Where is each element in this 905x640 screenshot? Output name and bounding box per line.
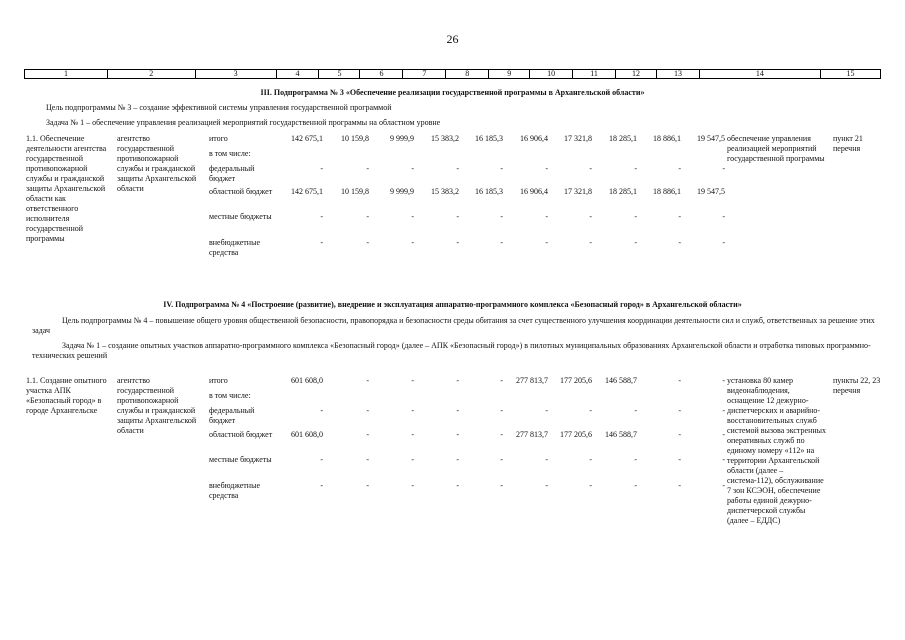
column-number-cell: 13 [656, 70, 699, 78]
funding-value-cell: - [366, 455, 369, 464]
funding-value-cell: - [456, 406, 459, 415]
funding-value-cell: - [456, 455, 459, 464]
funding-value-cell: - [456, 238, 459, 247]
funding-value-cell: 18 285,1 [609, 187, 637, 196]
funding-value-cell: - [456, 481, 459, 490]
funding-value-cell: - [411, 406, 414, 415]
funding-value-cell: - [589, 212, 592, 221]
funding-value-cell: - [589, 455, 592, 464]
funding-value-cell: - [589, 238, 592, 247]
funding-value-cell: 19 547,5 [697, 134, 725, 143]
funding-value-cell: - [545, 212, 548, 221]
funding-row-label: итого [209, 376, 228, 385]
funding-value-cell: - [634, 212, 637, 221]
funding-value-cell: - [722, 455, 725, 464]
column-number-cell: 7 [402, 70, 445, 78]
funding-value-cell: - [366, 212, 369, 221]
section4-task: Задача № 1 – создание опытных участков аппаратно-программного комплекса «Безопасный город» (далее – АПК «Безопасный город») в пилотных муниципальных образованиях Архангельской области и отработка типовых программно-технических решений [32, 341, 871, 360]
funding-value-cell: 601 608,0 [291, 376, 323, 385]
funding-value-cell: - [320, 406, 323, 415]
section3-executor: агентство государственной противопожарной службы и гражданской защиты Архангельской области [117, 134, 197, 193]
funding-value-cell: - [500, 238, 503, 247]
column-number-cell: 5 [318, 70, 359, 78]
section4-item: 1.1. Создание опытного участка АПК «Безопасный город» в городе Архангельске [26, 376, 107, 415]
funding-value-cell: - [500, 212, 503, 221]
funding-value-cell: 142 675,1 [291, 187, 323, 196]
funding-value-cell: - [589, 164, 592, 173]
funding-value-cell: - [411, 238, 414, 247]
funding-row-label: в том числе: [209, 149, 251, 158]
funding-value-cell: - [722, 406, 725, 415]
funding-value-cell: 19 547,5 [697, 187, 725, 196]
funding-row-label: итого [209, 134, 228, 143]
funding-row-label: внебюджетные средства [209, 481, 260, 500]
funding-value-cell: - [320, 164, 323, 173]
funding-value-cell: - [456, 164, 459, 173]
funding-value-cell: 9 999,9 [390, 187, 414, 196]
funding-value-cell: 177 205,6 [560, 376, 592, 385]
funding-row-label: федеральный бюджет [209, 164, 255, 183]
funding-row-label: областной бюджет [209, 187, 273, 196]
column-number-cell: 15 [820, 70, 880, 78]
funding-value-cell: - [678, 406, 681, 415]
funding-value-cell: - [500, 164, 503, 173]
funding-value-cell: 277 813,7 [516, 430, 548, 439]
funding-value-cell: - [722, 481, 725, 490]
column-number-cell: 2 [107, 70, 195, 78]
funding-value-cell: - [545, 455, 548, 464]
funding-value-cell: - [366, 164, 369, 173]
section3-reference: пункт 21 перечня [833, 134, 863, 153]
funding-value-cell: 15 383,2 [431, 187, 459, 196]
funding-value-cell: - [320, 238, 323, 247]
funding-value-cell: - [634, 481, 637, 490]
funding-value-cell: - [320, 212, 323, 221]
funding-value-cell: 17 321,8 [564, 187, 592, 196]
funding-value-cell: - [678, 212, 681, 221]
funding-value-cell: 16 185,3 [475, 187, 503, 196]
funding-value-cell: - [411, 455, 414, 464]
section4-goal: Цель подпрограммы № 4 – повышение общего уровня общественной безопасности, правопорядка и безопасности среды обитания за счет существенного улучшения координации деятельности сил и служб, ответственных за решение этих задач [32, 316, 875, 335]
section3-goal: Цель подпрограммы № 3 – создание эффективной системы управления государственной программой [46, 103, 392, 112]
funding-value-cell: 146 588,7 [605, 430, 637, 439]
column-number-cell: 3 [195, 70, 276, 78]
funding-value-cell: - [634, 455, 637, 464]
section3-item: 1.1. Обеспечение деятельности агентства государственной противопожарной службы и гражданской защиты Архангельской области как ответственного исполнителя государственной программы [26, 134, 107, 243]
funding-value-cell: - [366, 376, 369, 385]
section3-heading: III. Подпрограмма № 3 «Обеспечение реализации государственной программы в Архангельской области» [260, 88, 645, 97]
funding-value-cell: - [320, 455, 323, 464]
funding-value-cell: - [722, 164, 725, 173]
funding-value-cell: - [722, 376, 725, 385]
funding-value-cell: - [678, 164, 681, 173]
funding-value-cell: 17 321,8 [564, 134, 592, 143]
funding-value-cell: - [722, 212, 725, 221]
funding-value-cell: - [678, 430, 681, 439]
funding-value-cell: - [500, 455, 503, 464]
section4-heading: IV. Подпрограмма № 4 «Построение (развитие), внедрение и эксплуатация аппаратно-программного комплекса «Безопасный город» в Архангельской области» [163, 300, 742, 309]
section3-result: обеспечение управления реализацией мероприятий государственной программы [727, 134, 825, 163]
column-number-cell: 6 [359, 70, 402, 78]
funding-value-cell: - [366, 238, 369, 247]
funding-value-cell: - [500, 406, 503, 415]
funding-row-label: местные бюджеты [209, 455, 272, 464]
funding-row-label: внебюджетные средства [209, 238, 260, 257]
funding-value-cell: - [545, 238, 548, 247]
funding-value-cell: - [411, 481, 414, 490]
funding-row-label: областной бюджет [209, 430, 273, 439]
funding-value-cell: - [411, 164, 414, 173]
funding-value-cell: - [320, 481, 323, 490]
funding-value-cell: - [545, 406, 548, 415]
funding-value-cell: - [678, 238, 681, 247]
funding-value-cell: 10 159,8 [341, 187, 369, 196]
funding-value-cell: 18 886,1 [653, 187, 681, 196]
funding-value-cell: - [500, 481, 503, 490]
funding-value-cell: 16 906,4 [520, 187, 548, 196]
column-number-cell: 8 [445, 70, 488, 78]
column-number-cell: 10 [529, 70, 572, 78]
column-number-cell: 12 [615, 70, 656, 78]
funding-value-cell: - [634, 238, 637, 247]
page-number: 26 [446, 32, 459, 46]
funding-value-cell: 18 886,1 [653, 134, 681, 143]
section4-reference: пункты 22, 23 перечня [833, 376, 881, 395]
funding-value-cell: - [366, 481, 369, 490]
funding-value-cell: 177 205,6 [560, 430, 592, 439]
column-number-header [24, 69, 881, 79]
funding-value-cell: - [634, 406, 637, 415]
funding-value-cell: - [411, 430, 414, 439]
funding-row-label: федеральный бюджет [209, 406, 255, 425]
funding-value-cell: - [366, 406, 369, 415]
section4-result: установка 80 камер видеонаблюдения, оснащение 12 дежурно-диспетчерских и аварийно-восстановительных служб системой вызова экстренных оперативных служб по единому номеру «112» на территории Архангельской области (далее – система-112), обслуживание 7 зон КСЭОН, обеспечение работы единой дежурно-диспетчерской службы (далее – ЕДДС) [727, 376, 827, 525]
funding-value-cell: - [500, 430, 503, 439]
funding-value-cell: - [722, 238, 725, 247]
funding-value-cell: 9 999,9 [390, 134, 414, 143]
funding-value-cell: 16 185,3 [475, 134, 503, 143]
funding-value-cell: - [411, 376, 414, 385]
funding-value-cell: - [456, 212, 459, 221]
funding-value-cell: - [366, 430, 369, 439]
funding-value-cell: - [545, 481, 548, 490]
funding-value-cell: - [678, 455, 681, 464]
column-number-cell: 11 [572, 70, 615, 78]
funding-value-cell: - [411, 212, 414, 221]
funding-value-cell: - [678, 376, 681, 385]
column-number-cell: 9 [488, 70, 529, 78]
funding-value-cell: 146 588,7 [605, 376, 637, 385]
funding-value-cell: 16 906,4 [520, 134, 548, 143]
funding-value-cell: - [456, 430, 459, 439]
funding-value-cell: 142 675,1 [291, 134, 323, 143]
funding-value-cell: - [678, 481, 681, 490]
funding-value-cell: - [722, 430, 725, 439]
funding-value-cell: 18 285,1 [609, 134, 637, 143]
funding-value-cell: - [589, 481, 592, 490]
funding-value-cell: 277 813,7 [516, 376, 548, 385]
funding-value-cell: 601 608,0 [291, 430, 323, 439]
funding-value-cell: - [500, 376, 503, 385]
section3-task: Задача № 1 – обеспечение управления реализацией мероприятий государственной программы на областном уровне [46, 118, 441, 127]
funding-row-label: в том числе: [209, 391, 251, 400]
funding-value-cell: 15 383,2 [431, 134, 459, 143]
column-number-cell: 1 [63, 69, 68, 78]
funding-value-cell: - [634, 164, 637, 173]
section4-executor: агентство государственной противопожарной службы и гражданской защиты Архангельской области [117, 376, 197, 435]
column-number-cell: 14 [699, 70, 820, 78]
funding-value-cell: 10 159,8 [341, 134, 369, 143]
column-number-cell: 4 [276, 70, 319, 78]
funding-value-cell: - [456, 376, 459, 385]
funding-row-label: местные бюджеты [209, 212, 272, 221]
funding-value-cell: - [589, 406, 592, 415]
funding-value-cell: - [545, 164, 548, 173]
